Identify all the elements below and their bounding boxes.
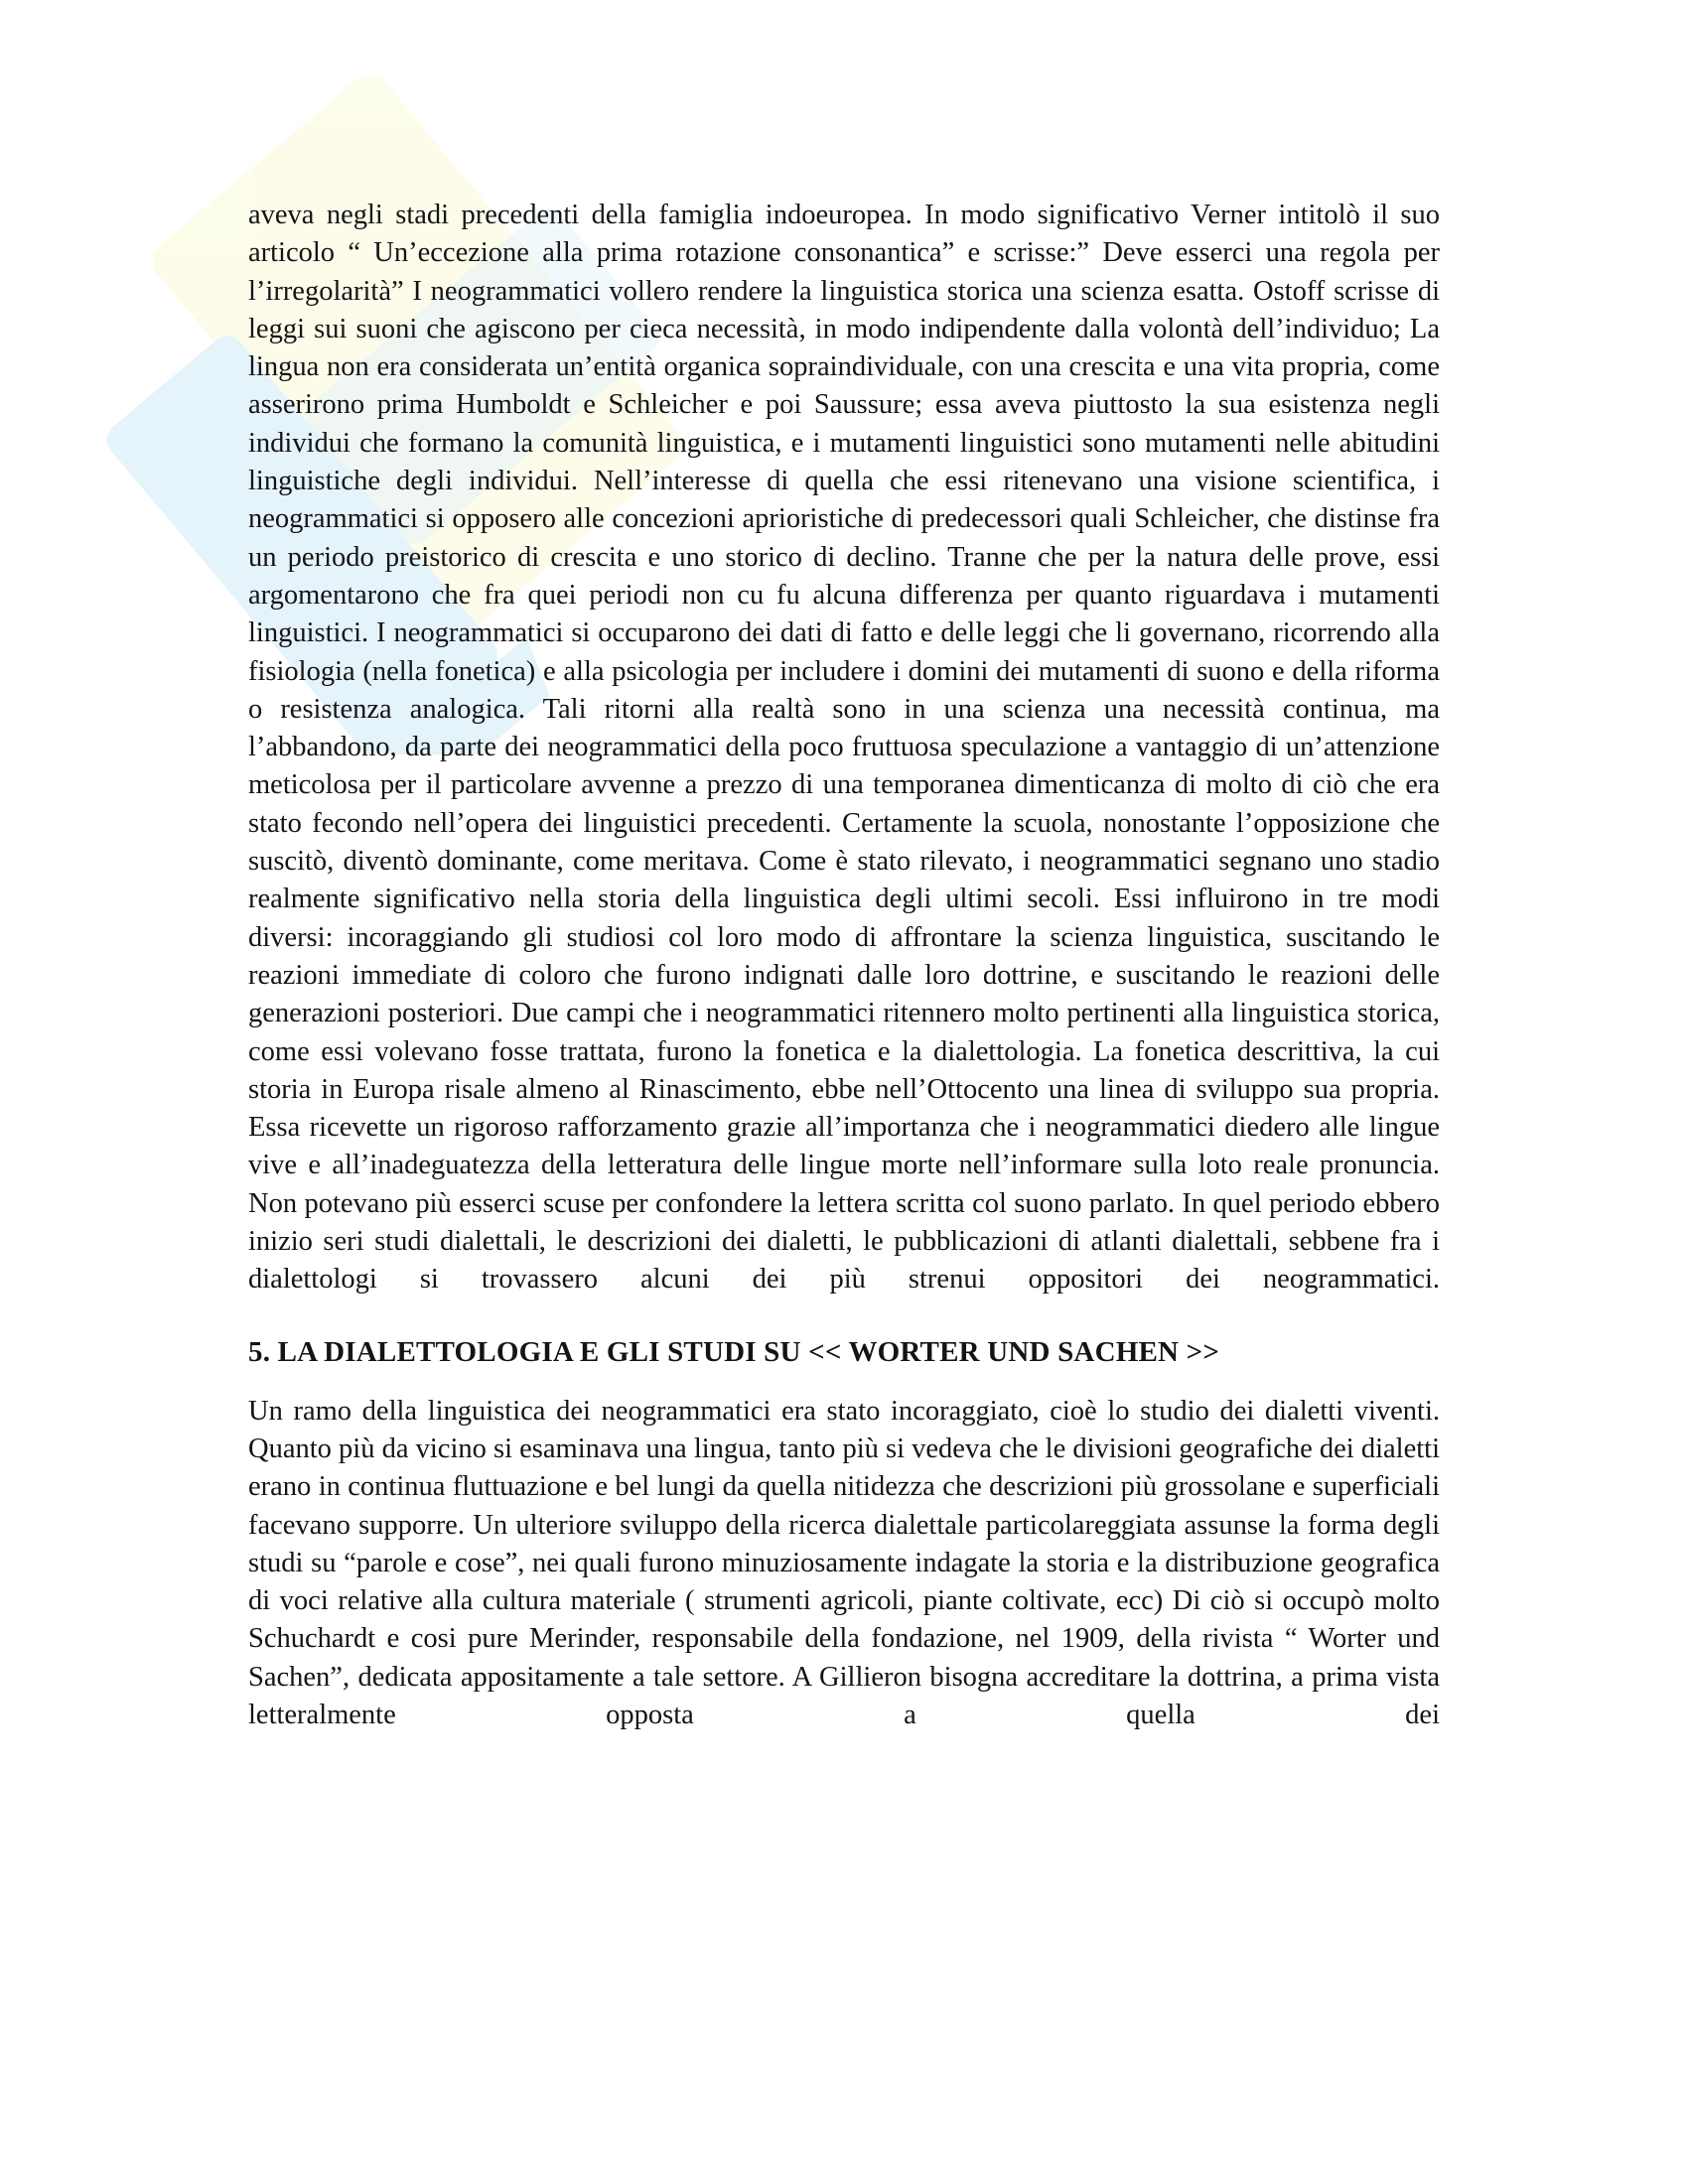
paragraph-body-2: Un ramo della linguistica dei neogrammatici era stato incoraggiato, cioè lo studio dei dialetti viventi. Quanto più da vicino si esaminava una lingua, tanto più si vedeva che le divisioni geografiche dei dialetti erano in continua fluttuazione e bel lungi da quella nitidezza che descrizioni più grossolane e superficiali facevano supporre. Un ulteriore sviluppo della ricerca dialettale particolareggiata assunse la forma degli studi su “parole e cose”, nei quali furono minuziosamente indagate la storia e la distribuzione geografica di voci relative alla cultura materiale ( strumenti agricoli, piante coltivate, ecc) Di ciò si occupò molto Schuchardt e cosi pure Merinder, responsabile della fondazione, nel 1909, della rivista “ Worter und Sachen”, dedicata appositamente a tale settore. A Gillieron bisogna accreditare la dottrina, a prima vista letteralmente opposta a quella dei xyxy=(248,1395,1440,1730)
paragraph-body-1: aveva negli stadi precedenti della famiglia indoeuropea. In modo significativo Verner intitolò il suo articolo “ Un’eccezione alla prima rotazione consonantica” e scrisse:” Deve esserci una regola per l’irregolarità” I neogrammatici vollero rendere la linguistica storica una scienza esatta. Ostoff scrisse di leggi sui suoni che agiscono per cieca necessità, in modo indipendente dalla volontà dell’individuo; La lingua non era considerata un’entità organica sopraindividuale, con una crescita e una vita propria, come asserirono prima Humboldt e Schleicher e poi Saussure; essa aveva piuttosto la sua esistenza negli individui che formano la comunità linguistica, e i mutamenti linguistici sono mutamenti nelle abitudini linguistiche degli individui. Nell’interesse di quella che essi ritenevano una visione scientifica, i neogrammatici si opposero alle concezioni aprioristiche di predecessori quali Schleicher, che distinse fra un periodo preistorico di crescita e uno storico di declino. Tranne che per la natura delle prove, essi argomentarono che fra quei periodi non cu fu alcuna differenza per quanto riguardava i mutamenti linguistici. I neogrammatici si occuparono dei dati di fatto e delle leggi che li governano, ricorrendo alla fisiologia (nella fonetica) e alla psicologia per includere i domini dei mutamenti di suono e della riforma o resistenza analogica. Tali ritorni alla realtà sono in una scienza una necessità continua, ma l’abbandono, da parte dei neogrammatici della poco fruttuosa speculazione a vantaggio di un’attenzione meticolosa per il particolare avvenne a prezzo di una temporanea dimenticanza di molto di ciò che era stato fecondo nell’opera dei linguistici precedenti. Certamente la scuola, nonostante l’opposizione che suscitò, diventò dominante, come meritava. Come è stato rilevato, i neogrammatici segnano uno stadio realmente significativo nella storia della linguistica degli ultimi secoli. Essi influirono in tre modi diversi: incoraggiando gli studiosi col loro modo di affrontare la scienza linguistica, suscitando le reazioni immediate di coloro che furono indignati dalle loro dottrine, e suscitando le reazioni delle generazioni posteriori. Due campi che i neogrammatici ritennero molto pertinenti alla linguistica storica, come essi volevano fosse trattata, furono la fonetica e la dialettologia. La fonetica descrittiva, la cui storia in Europa risale almeno al Rinascimento, ebbe nell’Ottocento una linea di sviluppo sua propria. Essa ricevette un rigoroso rafforzamento grazie all’importanza che i neogrammatici diedero alle lingue vive e all’inadeguatezza della letteratura delle lingue morte nell’informare sulla loto reale pronuncia. Non potevano più esserci scuse per confondere la lettera scritta col suono parlato. In quel periodo ebbero inizio seri studi dialettali, le descrizioni dei dialetti, le pubblicazioni di atlanti dialettali, sebbene fra i dialettologi si trovassero alcuni dei più strenui oppositori dei neogrammatici. xyxy=(248,200,1440,1296)
document-page xyxy=(248,197,1440,1734)
section-heading: 5. LA DIALETTOLOGIA E GLI STUDI SU << WORTER UND SACHEN >> xyxy=(248,1335,1220,1368)
